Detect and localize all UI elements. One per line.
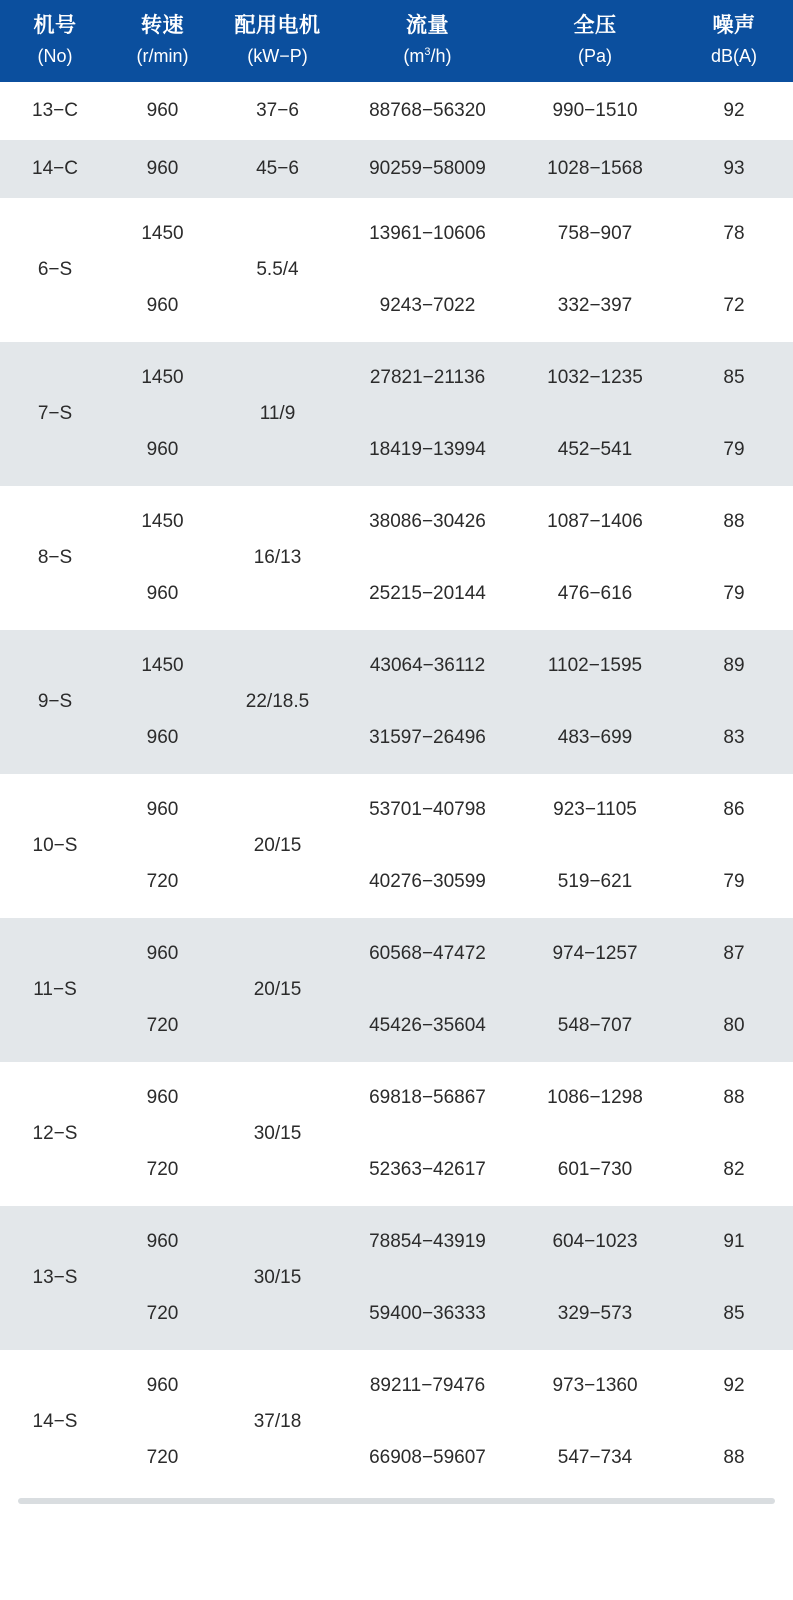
flow-unit-suffix: /h)	[430, 46, 452, 67]
cell-pressure: 1032−1235	[515, 342, 675, 414]
cell-speed: 960	[110, 558, 215, 630]
cell-speed: 960	[110, 774, 215, 846]
cell-noise: 89	[675, 630, 793, 702]
column-header-pressure	[515, 0, 675, 82]
column-header-flow-main: 流量	[406, 14, 449, 37]
cell-pressure: 604−1023	[515, 1206, 675, 1278]
cell-flow: 13961−10606	[340, 198, 515, 270]
table-row	[0, 990, 793, 1062]
table-row	[0, 630, 793, 702]
cell-noise: 79	[675, 558, 793, 630]
cell-noise: 83	[675, 702, 793, 774]
cell-noise: 88	[675, 1062, 793, 1134]
table-header	[0, 0, 793, 82]
cell-pressure: 1028−1568	[515, 140, 675, 198]
cell-motor: 37−6	[215, 82, 340, 140]
cell-flow: 31597−26496	[340, 702, 515, 774]
cell-flow: 18419−13994	[340, 414, 515, 486]
cell-motor: 30/15	[215, 1062, 340, 1206]
cell-speed: 960	[110, 140, 215, 198]
table-row	[0, 774, 793, 846]
table-row	[0, 1278, 793, 1350]
cell-speed: 720	[110, 990, 215, 1062]
column-header-model-main: 机号	[33, 14, 77, 37]
table-body	[0, 82, 793, 1494]
cell-pressure: 758−907	[515, 198, 675, 270]
cell-noise: 82	[675, 1134, 793, 1206]
cell-model: 12−S	[0, 1062, 110, 1206]
cell-motor: 30/15	[215, 1206, 340, 1350]
column-header-pressure-sub: (Pa)	[577, 46, 612, 67]
cell-motor: 16/13	[215, 486, 340, 630]
footer-divider	[18, 1498, 775, 1504]
cell-flow: 60568−47472	[340, 918, 515, 990]
cell-flow: 69818−56867	[340, 1062, 515, 1134]
column-header-noise-sub: dB(A)	[710, 46, 757, 67]
cell-pressure: 329−573	[515, 1278, 675, 1350]
cell-noise: 92	[675, 82, 793, 140]
column-header-model	[0, 0, 110, 82]
cell-pressure: 1086−1298	[515, 1062, 675, 1134]
cell-speed: 960	[110, 270, 215, 342]
cell-speed: 960	[110, 918, 215, 990]
table-row	[0, 82, 793, 140]
cell-speed: 960	[110, 1350, 215, 1422]
column-header-motor-sub: (kW−P)	[247, 46, 308, 67]
table-row	[0, 270, 793, 342]
cell-motor: 11/9	[215, 342, 340, 486]
cell-flow: 88768−56320	[340, 82, 515, 140]
cell-noise: 80	[675, 990, 793, 1062]
cell-flow: 90259−58009	[340, 140, 515, 198]
cell-model: 9−S	[0, 630, 110, 774]
cell-pressure: 990−1510	[515, 82, 675, 140]
table-header-row	[0, 0, 793, 82]
table-row	[0, 1206, 793, 1278]
cell-noise: 87	[675, 918, 793, 990]
cell-model: 6−S	[0, 198, 110, 342]
cell-speed: 960	[110, 1206, 215, 1278]
flow-unit-exponent: 3	[424, 46, 431, 59]
cell-motor: 22/18.5	[215, 630, 340, 774]
table-row	[0, 1422, 793, 1494]
table-row	[0, 140, 793, 198]
cell-noise: 91	[675, 1206, 793, 1278]
cell-flow: 52363−42617	[340, 1134, 515, 1206]
cell-model: 7−S	[0, 342, 110, 486]
table-row	[0, 702, 793, 774]
cell-speed: 1450	[110, 630, 215, 702]
cell-pressure: 1102−1595	[515, 630, 675, 702]
table-row	[0, 846, 793, 918]
cell-pressure: 974−1257	[515, 918, 675, 990]
cell-pressure: 547−734	[515, 1422, 675, 1494]
table-row	[0, 1062, 793, 1134]
cell-motor: 37/18	[215, 1350, 340, 1494]
cell-pressure: 476−616	[515, 558, 675, 630]
cell-pressure: 483−699	[515, 702, 675, 774]
cell-flow: 43064−36112	[340, 630, 515, 702]
cell-model: 13−S	[0, 1206, 110, 1350]
cell-noise: 72	[675, 270, 793, 342]
cell-noise: 78	[675, 198, 793, 270]
cell-model: 14−S	[0, 1350, 110, 1494]
column-header-speed-sub: (r/min)	[136, 46, 189, 67]
cell-pressure: 1087−1406	[515, 486, 675, 558]
cell-noise: 93	[675, 140, 793, 198]
cell-speed: 960	[110, 414, 215, 486]
cell-pressure: 519−621	[515, 846, 675, 918]
cell-speed: 720	[110, 1422, 215, 1494]
column-header-model-sub: (No)	[37, 46, 73, 67]
cell-noise: 92	[675, 1350, 793, 1422]
cell-noise: 88	[675, 1422, 793, 1494]
cell-noise: 85	[675, 1278, 793, 1350]
cell-flow: 38086−30426	[340, 486, 515, 558]
cell-model: 13−C	[0, 82, 110, 140]
cell-flow: 27821−21136	[340, 342, 515, 414]
cell-model: 8−S	[0, 486, 110, 630]
cell-pressure: 973−1360	[515, 1350, 675, 1422]
cell-noise: 79	[675, 414, 793, 486]
cell-flow: 9243−7022	[340, 270, 515, 342]
table-row	[0, 558, 793, 630]
cell-speed: 1450	[110, 486, 215, 558]
cell-motor: 20/15	[215, 774, 340, 918]
cell-speed: 960	[110, 702, 215, 774]
column-header-flow	[340, 0, 515, 82]
table-row	[0, 198, 793, 270]
cell-model: 10−S	[0, 774, 110, 918]
footer-bar	[0, 1494, 793, 1508]
table-row	[0, 1350, 793, 1422]
cell-flow: 89211−79476	[340, 1350, 515, 1422]
cell-speed: 720	[110, 1134, 215, 1206]
cell-flow: 66908−59607	[340, 1422, 515, 1494]
cell-pressure: 923−1105	[515, 774, 675, 846]
cell-flow: 53701−40798	[340, 774, 515, 846]
table-row	[0, 1134, 793, 1206]
cell-flow: 25215−20144	[340, 558, 515, 630]
column-header-motor	[215, 0, 340, 82]
column-header-speed	[110, 0, 215, 82]
cell-flow: 78854−43919	[340, 1206, 515, 1278]
column-header-pressure-main: 全压	[573, 14, 617, 37]
cell-speed: 960	[110, 1062, 215, 1134]
cell-model: 14−C	[0, 140, 110, 198]
column-header-motor-main: 配用电机	[234, 14, 321, 37]
cell-model: 11−S	[0, 918, 110, 1062]
cell-flow: 40276−30599	[340, 846, 515, 918]
table-row	[0, 918, 793, 990]
column-header-flow-sub	[342, 44, 513, 68]
column-header-noise	[675, 0, 793, 82]
cell-motor: 45−6	[215, 140, 340, 198]
cell-pressure: 548−707	[515, 990, 675, 1062]
cell-noise: 86	[675, 774, 793, 846]
cell-noise: 79	[675, 846, 793, 918]
cell-speed: 720	[110, 846, 215, 918]
cell-motor: 5.5/4	[215, 198, 340, 342]
cell-noise: 88	[675, 486, 793, 558]
table-row	[0, 414, 793, 486]
cell-flow: 59400−36333	[340, 1278, 515, 1350]
table-row	[0, 342, 793, 414]
table-row	[0, 486, 793, 558]
cell-pressure: 601−730	[515, 1134, 675, 1206]
cell-pressure: 332−397	[515, 270, 675, 342]
flow-unit-prefix: (m	[403, 46, 425, 67]
cell-noise: 85	[675, 342, 793, 414]
cell-speed: 720	[110, 1278, 215, 1350]
column-header-speed-main: 转速	[141, 14, 184, 37]
cell-flow: 45426−35604	[340, 990, 515, 1062]
cell-motor: 20/15	[215, 918, 340, 1062]
column-header-noise-main: 噪声	[712, 14, 756, 37]
cell-speed: 1450	[110, 198, 215, 270]
cell-pressure: 452−541	[515, 414, 675, 486]
cell-speed: 1450	[110, 342, 215, 414]
cell-speed: 960	[110, 82, 215, 140]
